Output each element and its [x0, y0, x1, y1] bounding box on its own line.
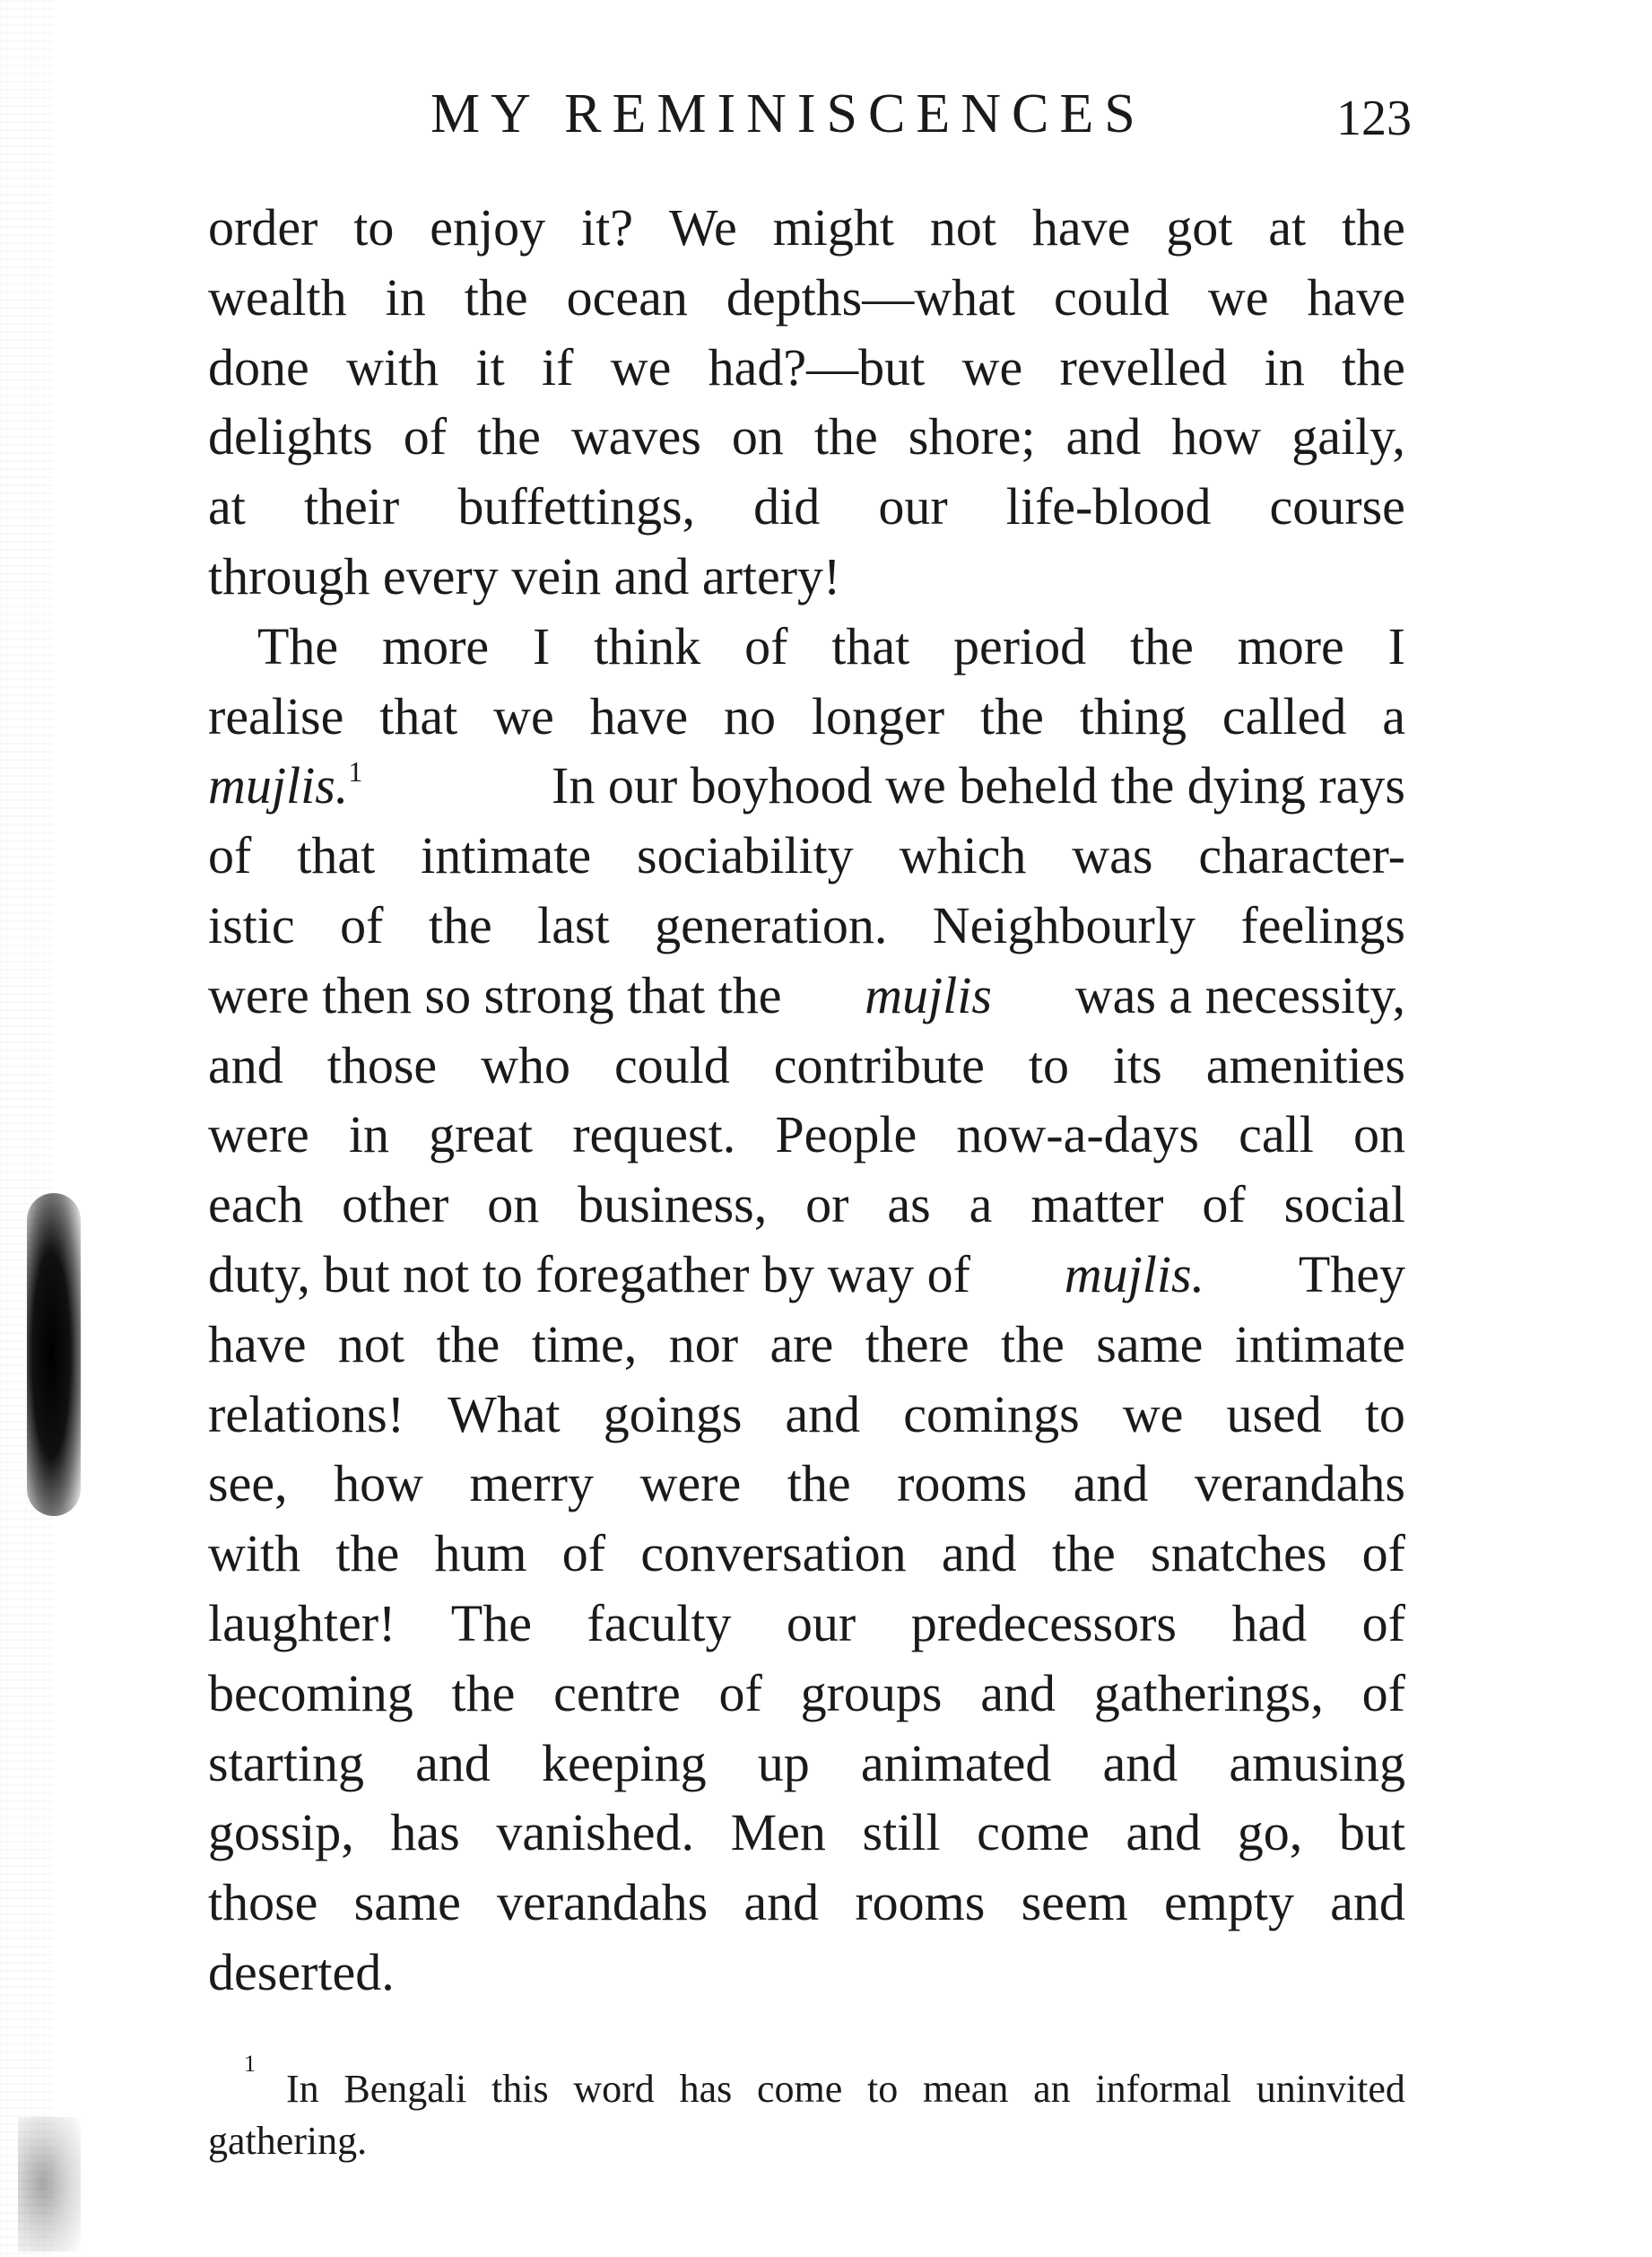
- word: ocean: [566, 267, 688, 327]
- text-line: [208, 263, 1405, 333]
- word: called: [1222, 686, 1347, 745]
- word: character-: [1198, 826, 1405, 885]
- word: order: [208, 198, 318, 257]
- word: rooms: [897, 1454, 1028, 1513]
- text-line: [208, 961, 1405, 1031]
- word: of: [340, 895, 384, 954]
- word: verandahs: [1194, 1454, 1405, 1513]
- word: feelings: [1240, 895, 1405, 954]
- word: enjoy: [430, 198, 546, 257]
- word: seem: [1021, 1873, 1128, 1932]
- text-line: [208, 542, 1405, 612]
- word: in: [1264, 337, 1305, 396]
- word: that: [831, 616, 910, 675]
- word: groups: [800, 1663, 943, 1722]
- word: faculty: [587, 1593, 732, 1652]
- word: word: [573, 2067, 655, 2111]
- word: come: [756, 2067, 843, 2111]
- line-text: duty, but not to foregather by way of: [208, 1244, 970, 1303]
- word: generation.: [655, 895, 888, 954]
- word: might: [772, 198, 894, 257]
- word: gaily,: [1291, 407, 1405, 466]
- word: starting: [208, 1733, 364, 1792]
- word: the: [787, 1454, 851, 1513]
- word: on: [487, 1175, 540, 1234]
- word: wealth: [208, 267, 347, 327]
- word: social: [1283, 1175, 1405, 1234]
- word: nor: [668, 1314, 739, 1373]
- word: gossip,: [208, 1803, 354, 1862]
- text-line: [208, 821, 1405, 891]
- text-line: [208, 1798, 1405, 1868]
- text-line: [208, 1659, 1405, 1729]
- word: and: [208, 1035, 283, 1094]
- word: intimate: [1234, 1314, 1405, 1373]
- footnote-line: [208, 2050, 1405, 2115]
- word: mean: [923, 2067, 1009, 2111]
- word: and: [1330, 1873, 1405, 1932]
- word: centre: [553, 1663, 681, 1722]
- word: informal: [1095, 2067, 1231, 2111]
- word: were: [208, 1105, 309, 1164]
- line-text: were then so strong that the: [208, 965, 782, 1024]
- text-line: [208, 891, 1405, 961]
- word: got: [1166, 198, 1233, 257]
- word: life-blood: [1005, 477, 1212, 536]
- text-line: [208, 193, 1405, 263]
- word: What: [448, 1384, 561, 1443]
- text-line: [208, 1868, 1405, 1938]
- word: I: [1387, 616, 1405, 675]
- footnote-reference: 1: [348, 756, 363, 789]
- word: amenities: [1205, 1035, 1405, 1094]
- word: a: [1382, 686, 1405, 745]
- word: has: [390, 1803, 460, 1862]
- text-line: [208, 1310, 1405, 1380]
- line-text: [208, 751, 362, 821]
- text-line: [208, 1240, 1405, 1310]
- word: we: [1122, 1384, 1184, 1443]
- word: and: [743, 1873, 820, 1932]
- word: it?: [581, 198, 634, 257]
- footnote-line-text: gathering.: [208, 2119, 368, 2163]
- word: last: [537, 895, 610, 954]
- word: buffettings,: [457, 477, 696, 536]
- word: same: [353, 1873, 461, 1932]
- footnote-marker: 1: [244, 2050, 256, 2077]
- word: the: [1342, 337, 1405, 396]
- italic-term: mujlis.: [208, 756, 349, 815]
- word: go,: [1237, 1803, 1303, 1862]
- word: done: [208, 337, 309, 396]
- word: laughter!: [208, 1593, 396, 1652]
- word: request.: [572, 1105, 736, 1164]
- word: intimate: [421, 826, 592, 885]
- text-line: [208, 1729, 1405, 1799]
- text-line: [208, 402, 1405, 472]
- word: amusing: [1229, 1733, 1405, 1792]
- word: course: [1269, 477, 1405, 536]
- word: The: [450, 1593, 532, 1652]
- word: period: [953, 616, 1087, 675]
- word: vanished.: [496, 1803, 694, 1862]
- word: their: [303, 477, 400, 536]
- word: relations!: [208, 1384, 405, 1443]
- word: our: [878, 477, 948, 536]
- word: Neighbourly: [932, 895, 1196, 954]
- word: business,: [578, 1175, 768, 1234]
- word: used: [1226, 1384, 1322, 1443]
- word: other: [342, 1175, 449, 1234]
- word: delights: [208, 407, 373, 466]
- word: of: [561, 1524, 606, 1583]
- word: the: [428, 895, 492, 954]
- word: those: [326, 1035, 438, 1094]
- word: depths—what: [726, 267, 1015, 327]
- word: each: [208, 1175, 304, 1234]
- text-line: [208, 472, 1405, 542]
- word: the: [813, 407, 878, 466]
- line-text: They: [1298, 1244, 1405, 1303]
- page-number: 123: [1336, 91, 1412, 146]
- text-line: [208, 1380, 1405, 1450]
- word: it: [475, 337, 505, 396]
- word: merry: [469, 1454, 594, 1513]
- word: or: [805, 1175, 849, 1234]
- word: snatches: [1150, 1524, 1327, 1583]
- word: at: [208, 477, 246, 536]
- word: did: [753, 477, 821, 536]
- word: to: [1364, 1384, 1405, 1443]
- word: hum: [434, 1524, 527, 1583]
- word: the: [979, 686, 1044, 745]
- word: not: [337, 1314, 405, 1373]
- text-line: [208, 1170, 1405, 1240]
- italic-term: mujlis.: [1064, 1244, 1205, 1303]
- word: we: [1207, 267, 1269, 327]
- word: that: [297, 826, 376, 885]
- text-line: [208, 751, 1405, 821]
- word: People: [775, 1105, 917, 1164]
- word: of: [1361, 1663, 1405, 1722]
- line-text: was a necessity,: [1074, 965, 1405, 1024]
- word: and: [941, 1524, 1017, 1583]
- word: in: [348, 1105, 389, 1164]
- word: We: [668, 198, 737, 257]
- word: that: [379, 686, 458, 745]
- word: who: [481, 1035, 570, 1094]
- word: its: [1112, 1035, 1162, 1094]
- text-line: [208, 1938, 1405, 2008]
- word: and: [1073, 1454, 1149, 1513]
- word: have: [589, 686, 689, 745]
- word: come: [977, 1803, 1090, 1862]
- word: was: [1072, 826, 1153, 885]
- word: are: [769, 1314, 834, 1373]
- word: animated: [860, 1733, 1052, 1792]
- word: of: [718, 1663, 762, 1722]
- word: of: [1361, 1593, 1405, 1652]
- word: we: [610, 337, 672, 396]
- word: sociability: [637, 826, 854, 885]
- word: if: [542, 337, 574, 396]
- word: to: [867, 2067, 899, 2111]
- footnote: [208, 2050, 1405, 2167]
- word: and: [980, 1663, 1056, 1722]
- word: the: [451, 1663, 516, 1722]
- word: and: [1065, 407, 1142, 466]
- word: there: [865, 1314, 969, 1373]
- word: were: [639, 1454, 742, 1513]
- text-line: [208, 1519, 1405, 1589]
- word: rooms: [855, 1873, 986, 1932]
- word: contribute: [773, 1035, 985, 1094]
- footnote-line: [208, 2115, 1405, 2167]
- word: how: [334, 1454, 423, 1513]
- word: more: [381, 616, 490, 675]
- line-text: deserted.: [208, 1942, 395, 2001]
- word: The: [257, 616, 339, 675]
- word: of: [1361, 1524, 1405, 1583]
- word: have: [1031, 198, 1131, 257]
- word: comings: [903, 1384, 1080, 1443]
- word: on: [731, 407, 784, 466]
- word: gatherings,: [1093, 1663, 1324, 1722]
- word: see,: [208, 1454, 288, 1513]
- word: have: [208, 1314, 307, 1373]
- word: the: [436, 1314, 500, 1373]
- word: matter: [1030, 1175, 1164, 1234]
- word: realise: [208, 686, 344, 745]
- word: how: [1171, 407, 1262, 466]
- text-line: [208, 1031, 1405, 1101]
- word: and: [1126, 1803, 1202, 1862]
- scan-edge-smudge-bottom: [18, 2117, 81, 2252]
- word: more: [1237, 616, 1344, 675]
- word: the: [335, 1524, 400, 1583]
- word: istic: [208, 895, 295, 954]
- body-text: [208, 193, 1405, 2008]
- word: Men: [730, 1803, 826, 1862]
- word: have: [1307, 267, 1405, 327]
- word: still: [862, 1803, 941, 1862]
- word: the: [1000, 1314, 1065, 1373]
- word: the: [477, 407, 541, 466]
- word: of: [208, 826, 252, 885]
- word: verandahs: [497, 1873, 709, 1932]
- word: think: [594, 616, 701, 675]
- word: a: [969, 1175, 993, 1234]
- word: not: [929, 198, 996, 257]
- running-head: MY REMINISCENCES: [430, 83, 1146, 144]
- word: shore;: [908, 407, 1036, 466]
- word: revelled: [1059, 337, 1228, 396]
- word: longer: [811, 686, 945, 745]
- word: Bengali: [343, 2067, 467, 2111]
- word: has: [679, 2067, 733, 2111]
- word: to: [1028, 1035, 1069, 1094]
- word: of: [1202, 1175, 1246, 1234]
- word: uninvited: [1256, 2067, 1405, 2111]
- word: conversation: [640, 1524, 907, 1583]
- word: and: [1102, 1733, 1178, 1792]
- word: of: [403, 407, 448, 466]
- word: call: [1239, 1105, 1314, 1164]
- text-line: [208, 333, 1405, 403]
- word: In: [285, 2067, 319, 2111]
- word: could: [613, 1035, 730, 1094]
- word: no: [724, 686, 777, 745]
- text-line: [208, 1589, 1405, 1659]
- word: great: [429, 1105, 534, 1164]
- word: time,: [531, 1314, 638, 1373]
- word: this: [491, 2067, 549, 2111]
- word: at: [1268, 198, 1307, 257]
- word: and: [785, 1384, 861, 1443]
- word: with: [208, 1524, 301, 1583]
- word: keeping: [541, 1733, 707, 1792]
- word: which: [899, 826, 1027, 885]
- word: those: [208, 1873, 318, 1932]
- word: the: [464, 267, 528, 327]
- word: the: [1051, 1524, 1116, 1583]
- word: the: [1129, 616, 1194, 675]
- word: of: [744, 616, 788, 675]
- word: on: [1352, 1105, 1405, 1164]
- text-line: [208, 612, 1405, 682]
- word: had: [1231, 1593, 1308, 1652]
- word: empty: [1163, 1873, 1294, 1932]
- scan-edge-smudge: [27, 1193, 81, 1516]
- word: the: [1342, 198, 1405, 257]
- line-text: through every vein and artery!: [208, 546, 841, 606]
- text-line: [208, 1449, 1405, 1519]
- word: an: [1033, 2067, 1071, 2111]
- text-line: [208, 682, 1405, 752]
- word: as: [887, 1175, 931, 1234]
- word: we: [493, 686, 554, 745]
- footnote-text: [244, 2050, 1405, 2115]
- word: I: [532, 616, 551, 675]
- word: we: [961, 337, 1023, 396]
- word: predecessors: [910, 1593, 1178, 1652]
- scan-edge-speckle: [0, 0, 54, 2257]
- italic-term: mujlis: [865, 965, 992, 1024]
- word: in: [385, 267, 426, 327]
- word: now-a-days: [956, 1105, 1199, 1164]
- word: but: [1338, 1803, 1405, 1862]
- word: to: [353, 198, 395, 257]
- word: our: [786, 1593, 856, 1652]
- word: had?—but: [708, 337, 926, 396]
- word: waves: [570, 407, 701, 466]
- text-line: [208, 1100, 1405, 1170]
- word: could: [1054, 267, 1169, 327]
- word: goings: [603, 1384, 743, 1443]
- line-text: In our boyhood we beheld the dying rays: [552, 756, 1405, 815]
- word: becoming: [208, 1663, 413, 1722]
- word: thing: [1079, 686, 1187, 745]
- word: same: [1096, 1314, 1204, 1373]
- word: with: [346, 337, 439, 396]
- word: and: [415, 1733, 491, 1792]
- word: up: [757, 1733, 810, 1792]
